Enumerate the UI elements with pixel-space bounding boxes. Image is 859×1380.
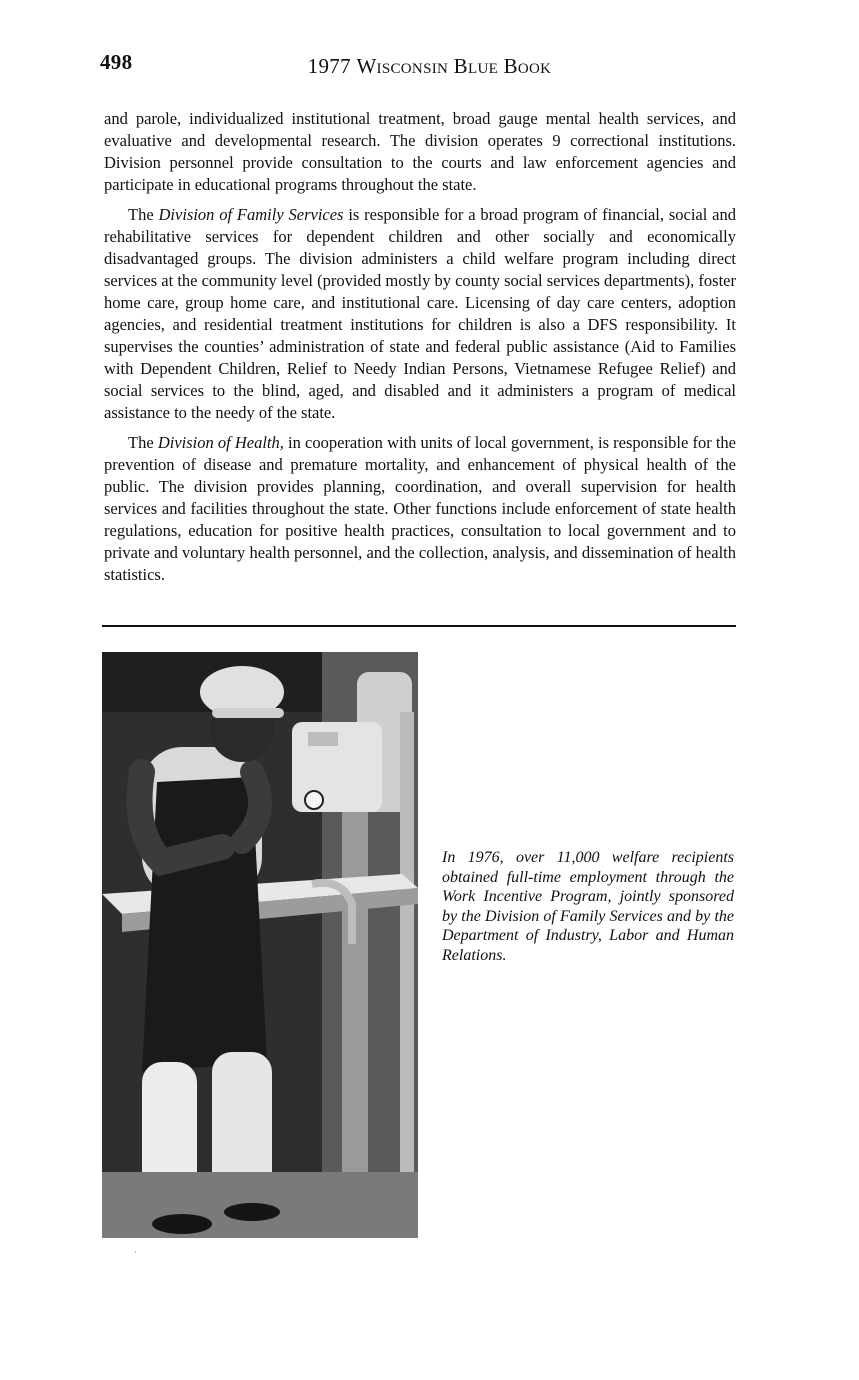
section-rule	[102, 625, 736, 627]
page-number: 498	[100, 50, 133, 74]
body-text	[104, 108, 736, 594]
division-name-family-services: Division of Family Services	[158, 205, 344, 224]
paragraph-body: is responsible for a broad program of financial, social and rehabilitative services for dependent children and other socially and economically disadvantaged groups. The division administers a child welfare program including direct services at the community level (provided mostly by county social services departments), foster home care, group home care, and institutional care. Licensing of day care centers, adoption agencies, and residential treatment institutions for children is also a DFS responsibility. It supervises the counties’ administration of state and federal public assistance (Aid to Families with Dependent Children, Relief to Needy Indian Persons, Vietnamese Refugee Relief) and social services to the blind, aged, and disabled and it administers a program of medical assistance to the needy of the state.	[104, 205, 736, 422]
paragraph-body: in cooperation with units of local government, is responsible for the prevention of disease and premature mortality, and enhancement of physical health of the public. The division provides planning, coordination, and overall supervision for health services and facilities throughout the state. Other functions include enforcement of state health regulations, education for positive health practices, consultation to local government and to private and voluntary health personnel, and the collection, analysis, and dissemination of health statistics.	[104, 433, 737, 584]
running-head-title: Wisconsin Blue Book	[356, 54, 552, 78]
paragraph-health	[104, 432, 736, 586]
running-head-year: 1977	[307, 54, 351, 78]
scan-speck: ·	[134, 1248, 137, 1257]
running-head	[0, 54, 859, 79]
photo-caption: In 1976, over 11,000 welfare recipients obtained full-time employment through the Work Incentive Program, jointly sponsored by the Division of Family Services and by the Department of Industry, Labor and Human Relations.	[442, 849, 734, 964]
division-name-health: Division of Health,	[157, 433, 284, 452]
paragraph-correctional: and parole, individualized institutional treatment, broad gauge mental health services, and evaluative and developmental research. The division operates 9 correctional institutions. Division personnel provide consultation to the courts and law enforcement agencies and participate in educational programs throughout the state.	[104, 109, 736, 194]
photo-worker-drill-press	[102, 652, 418, 1238]
paragraph-family-services	[104, 204, 736, 424]
paragraph-lead: The	[128, 205, 159, 224]
paragraph-lead: The	[128, 433, 158, 452]
